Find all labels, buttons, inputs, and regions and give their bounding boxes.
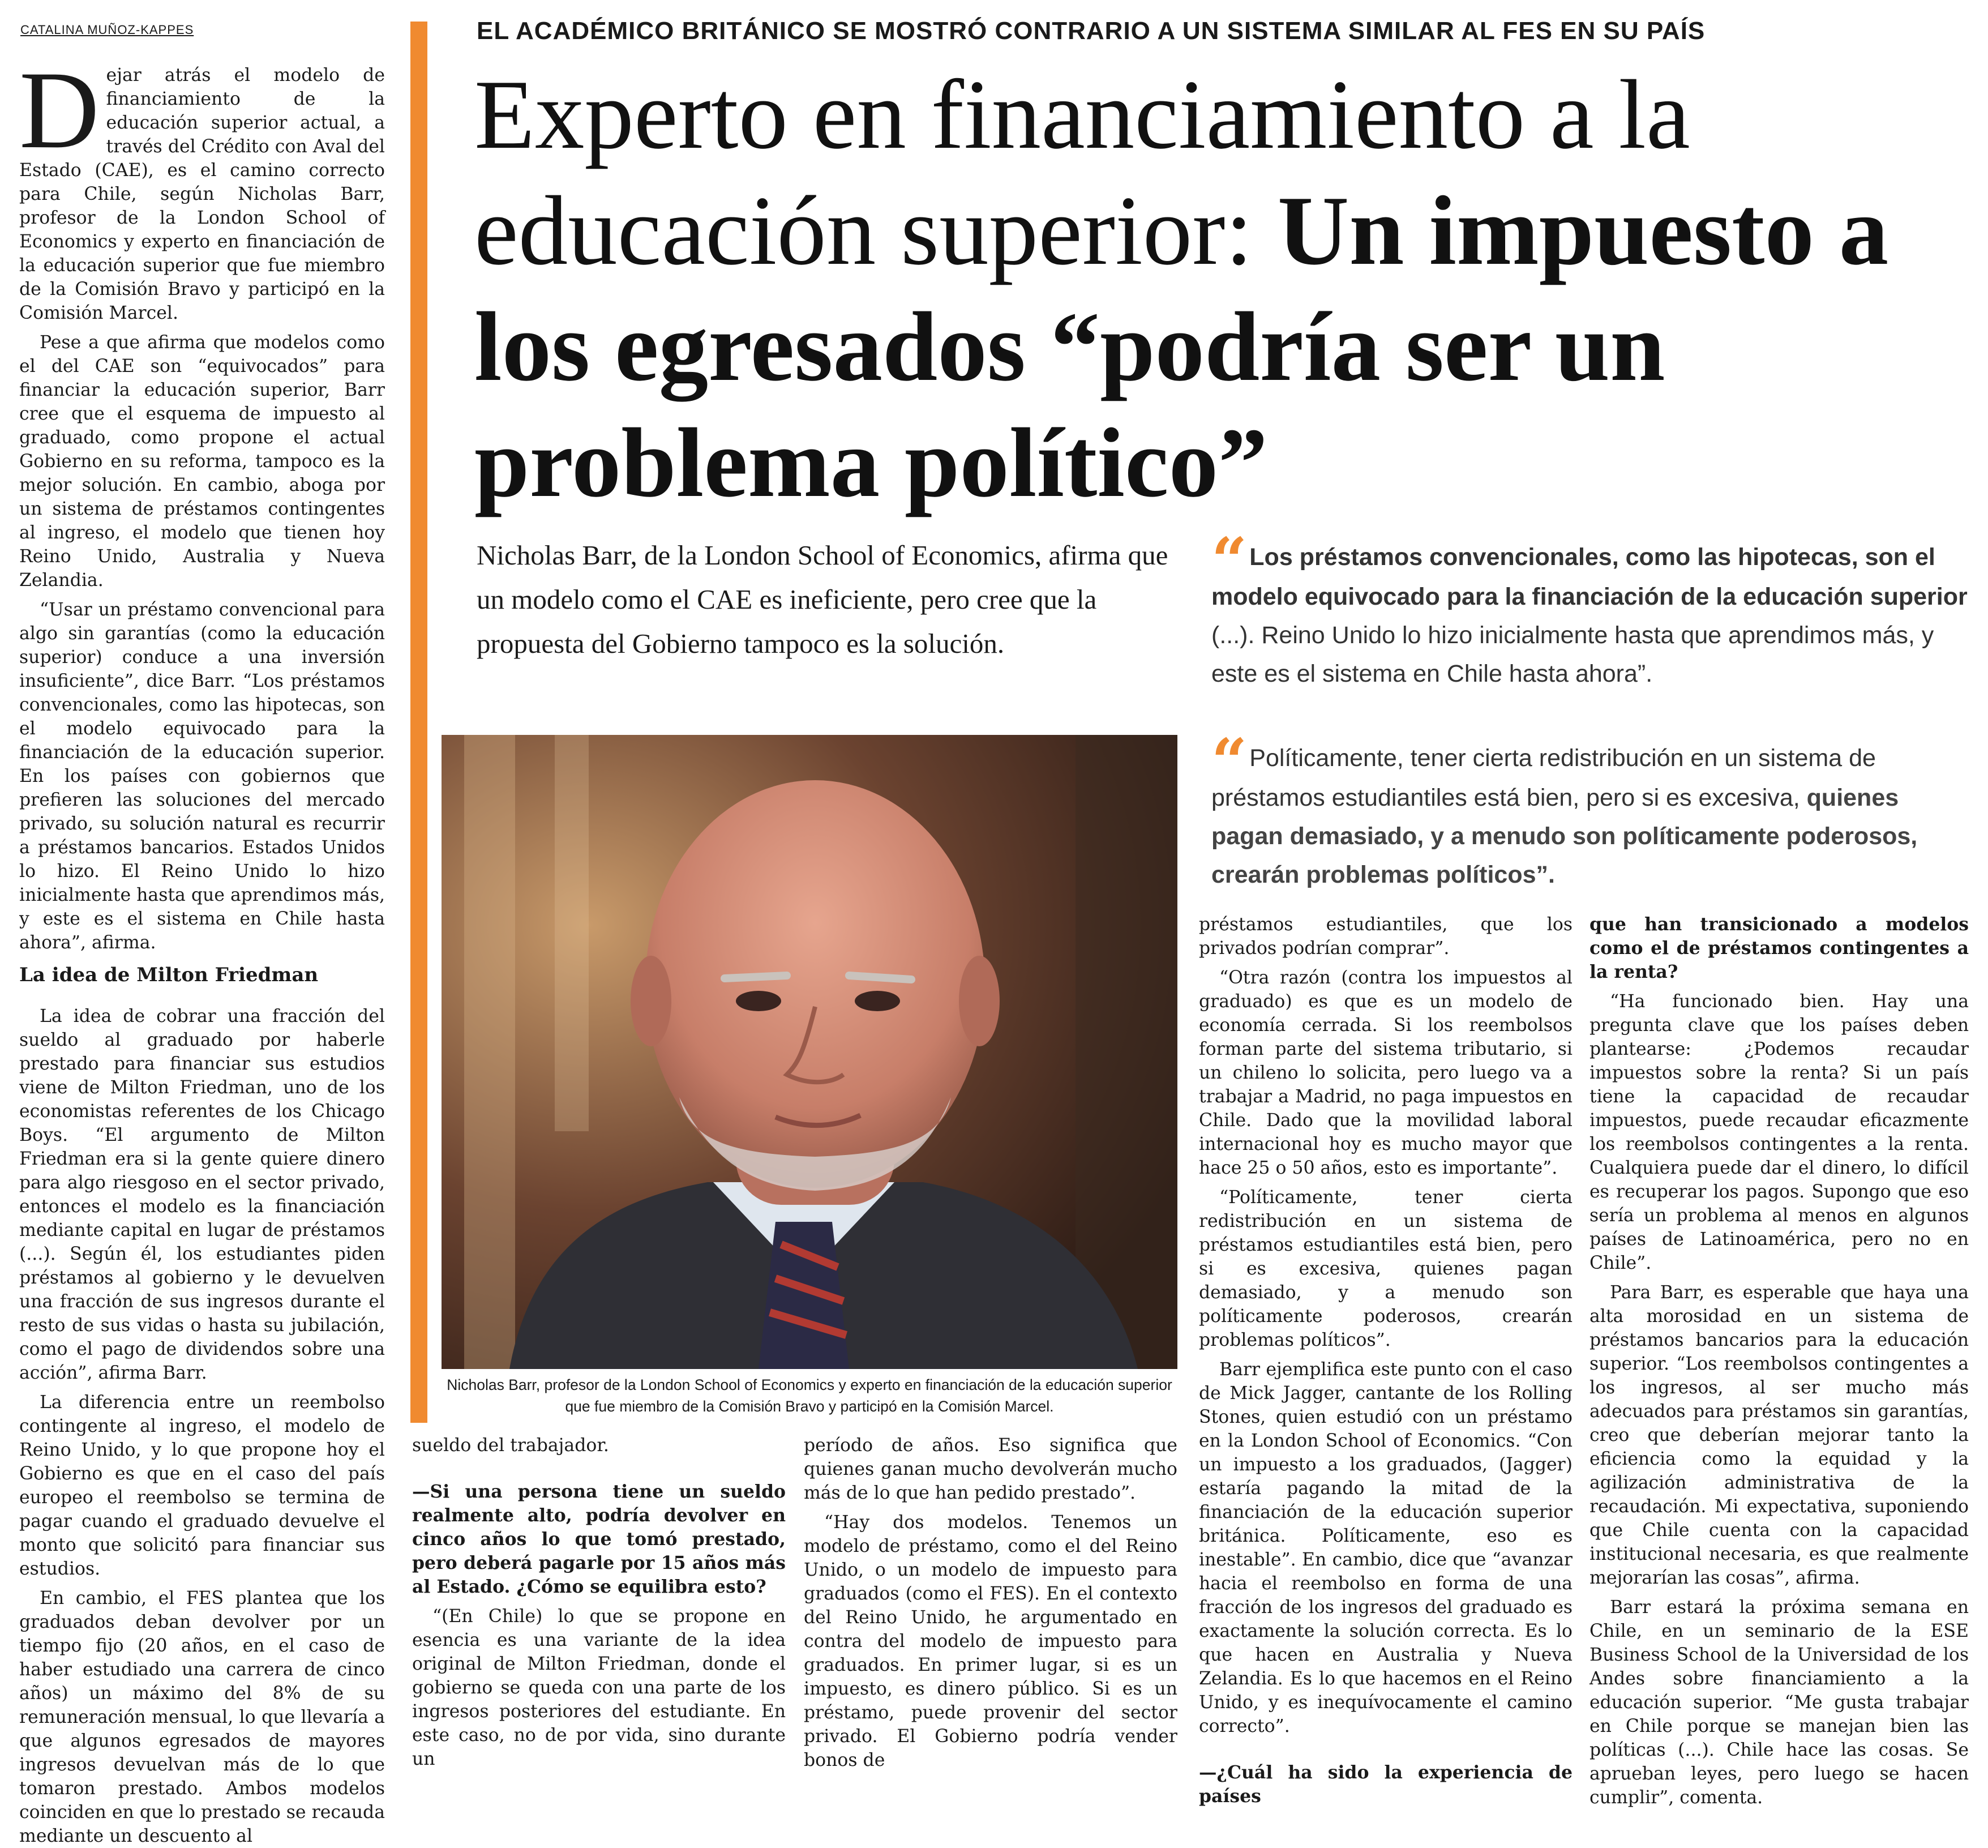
paragraph: sueldo del trabajador. [412,1435,609,1456]
pullquote-2-regular: Políticamente, tener cierta redistribución en un sistema de préstamos estudiantiles está bien, pero si es excesiva, [1211,745,1876,811]
paragraph: La diferencia entre un reembolso contingente al ingreso, el modelo de Reino Unido, y lo que propone hoy el Gobierno es que en el caso del país europeo el reembolso se termina de pagar cuando el graduado devuelve el monto que solicitó para financiar sus estudios. [19,1392,385,1579]
article-column-5 [1589,913,1969,1810]
paragraph: “Hay dos modelos. Tenemos un modelo de préstamo, como el del Reino Unido, o un modelo de impuesto para graduados (como el FES). En el contexto del Reino Unido, he argumentado en contra del modelo de impuesto para graduados. En primer lugar, si es un impuesto, es dinero público. Si es un préstamo, puede provenir del sector privado. El Gobierno podría vender bonos de [804,1512,1177,1770]
paragraph: Barr estará la próxima semana en Chile, en un seminario de la ESE Business School de la Universidad de los Andes sobre financiamiento a la educación superior. “Me gusta trabajar en Chile porque se manejan bien las políticas (...). Chile hace las cosas. Se aprueban leyes, pero luego se hacen cumplir”, comenta. [1589,1597,1969,1808]
interview-question: que han transicionado a modelos como el de préstamos contingentes a la renta? [1589,914,1969,982]
deck: Nicholas Barr, de la London School of Economics, afirma que un modelo como el CAE es ineficiente, pero cree que la propuesta del Gobierno tampoco es la solución. [477,540,1168,659]
pullquote-1 [1211,524,1976,693]
article-column-1 [19,49,385,1848]
interview-question: —Si una persona tiene un sueldo realmente alto, podría devolver en cinco años lo que tomó prestado, pero deberá pagarle por 15 años más al Estado. ¿Cómo se equilibra esto? [412,1481,786,1597]
paragraph: “Otra razón (contra los impuestos al graduado) es que es un modelo de economía cerrada. Si los reembolsos forman parte del sistema tributario, si un chileno lo solicita, pero luego va a trabajar a Madrid, no paga impuestos en Chile. Dado que la movilidad laboral internacional hoy es mucho mayor que hace 25 o 50 años, esto es importante”. [1199,968,1573,1178]
article-column-2 [412,1434,786,1771]
headline [474,57,1974,521]
photo-caption: Nicholas Barr, profesor de la London School of Economics y experto en financiación de la educación superior que fue miembro de la Comisión Bravo y participó en la Comisión Marcel. [447,1376,1172,1415]
portrait-icon [442,735,1177,1369]
pullquote-2-bold: quienes pagan demasiado, y a menudo son políticamente poderosos, crearán problemas políticos”. [1211,784,1918,888]
pullquote-1-regular: (...). Reino Unido lo hizo inicialmente hasta que aprendimos más, y este es el sistema en Chile hasta ahora”. [1211,622,1934,687]
paragraph: “Políticamente, tener cierta redistribución en un sistema de préstamos estudiantiles está bien, pero si es excesiva, quienes pagan demasiado, y a menudo son políticamente poderosos, crearán problemas políticos”. [1199,1187,1573,1350]
kicker: EL ACADÉMICO BRITÁNICO SE MOSTRÓ CONTRARIO A UN SISTEMA SIMILAR AL FES EN SU PAÍS [477,17,1706,45]
article-column-3 [804,1434,1177,1772]
article-column-4 [1199,913,1573,1808]
byline: CATALINA MUÑOZ-KAPPES [20,23,194,37]
paragraph: Para Barr, es esperable que haya una alta morosidad en un sistema de préstamos bancarios para la educación superior. “Los reembolsos contingentes a los ingresos, al ser mucho más adecuados para préstamos sin garantías, creo que deberían mejorar tanto la eficiencia como la equidad y la agilización administrativa de la recaudación. Mi expectativa, suponiendo que Chile cuenta con la capacidad institucional necesaria, es que realmente mejorarían las cosas”, afirma. [1589,1282,1969,1588]
paragraph-text: ejar atrás el modelo de financiamiento de la educación superior actual, a través del Crédito con Aval del Estado (CAE), es el camino correcto para Chile, según Nicholas Barr, profesor de la London School of Economics y experto en financiación de la educación superior que fue miembro de la Comisión Bravo y participó en la Comisión Marcel. [19,65,385,323]
quote-mark-icon: “ [1211,725,1240,798]
paragraph: “(En Chile) lo que se propone en esencia es una variante de la idea original de Milton Friedman, donde el gobierno se queda con una parte de los ingresos posteriores del estudiante. En este caso, no de por vida, sino durante un [412,1606,786,1769]
paragraph: “Ha funcionado bien. Hay una pregunta clave que los países deben plantearse: ¿Podemos recaudar impuestos sobre la renta? Si un país tiene la capacidad de recaudar impuestos, puede recaudar eficazmente los reembolsos contingentes a la renta. Cualquiera puede dar el dinero, lo difícil es recuperar los pagos. Supongo que eso sería un problema al menos en algunos países de Latinoamérica, pero no en Chile”. [1589,991,1969,1273]
drop-cap: D [19,49,100,172]
headline-light: Experto en financiamiento a la educación superior: [474,59,1690,285]
paragraph: período de años. Eso significa que quienes ganan mucho devolverán mucho más de lo que han pedido prestado”. [804,1435,1177,1503]
headline-bold: Un impuesto a los egresados “podría ser un problema político” [474,176,1889,517]
pullquote-2 [1211,725,1976,894]
paragraph: La idea de cobrar una fracción del sueldo al graduado por haberle prestado para financiar sus estudios viene de Milton Friedman, uno de los economistas referentes de los Chicago Boys. “El argumento de Milton Friedman era si la gente quiere dinero para algo riesgoso en el sector privado, entonces el modelo es la financiación mediante capital en lugar de préstamos (...). Según él, los estudiantes piden préstamos al gobierno y le devuelven una fracción de sus ingresos durante el resto de sus vidas o hasta su jubilación, como el pago de dividendos sobre una acción”, afirma Barr. [19,1006,385,1383]
quote-mark-icon: “ [1211,524,1240,597]
paragraph: Pese a que afirma que modelos como el del CAE son “equivocados” para financiar la educación superior, Barr cree que el esquema de impuesto al graduado, como propone el actual Gobierno en su reforma, tampoco es la mejor solución. En cambio, aboga por un sistema de préstamos contingentes al ingreso, el modelo que tienen hoy Reino Unido, Australia y Nueva Zelandia. [19,332,385,591]
paragraph: préstamos estudiantiles, que los privados podrían comprar”. [1199,914,1573,959]
portrait-photo [442,735,1177,1369]
pullquote-1-bold: Los préstamos convencionales, como las hipotecas, son el modelo equivocado para la financiación de la educación superior [1211,544,1968,610]
paragraph: En cambio, el FES plantea que los graduados deban devolver por un tiempo fijo (20 años, en el caso de haber estudiado una carrera de cinco años) un máximo del 8% de su remuneración mensual, lo que llevaría a que algunos egresados de mayores ingresos devuelvan más de lo que tomaron prestado. Ambos modelos coinciden en que lo prestado se recauda mediante un descuento al [19,1588,385,1846]
paragraph: Barr ejemplifica este punto con el caso de Mick Jagger, cantante de los Rolling Stones, quien estudió con un préstamo en la London School of Economics. “Con un impuesto a los graduados, (Jagger) estaría pagando la mitad de la financiación de la educación superior británica. Políticamente, eso es inestable”. En cambio, dice que “avanzar hacia el reembolso en forma de una fracción de los ingresos del graduado es exactamente la solución correcta. Es lo que hacen en Australia y Nueva Zelandia. Es lo que hacemos en el Reino Unido, y es inequívocamente el camino correcto”. [1199,1359,1573,1736]
paragraph [19,49,385,325]
accent-bar [410,22,427,1423]
interview-question: —¿Cuál ha sido la experiencia de países [1199,1762,1573,1807]
subhead: La idea de Milton Friedman [19,964,319,986]
paragraph: “Usar un préstamo convencional para algo sin garantías (como la educación superior) conduce a una inversión insuficiente”, dice Barr. “Los préstamos convencionales, como las hipotecas, son el modelo equivocado para la financiación de la educación superior. En los países con gobiernos que prefieren las soluciones del mercado privado, su solución natural es recurrir a préstamos bancarios. Estados Unidos lo hizo. El Reino Unido lo hizo inicialmente hasta que aprendimos más, y este es el sistema en Chile hasta ahora”, afirma. [19,600,385,953]
